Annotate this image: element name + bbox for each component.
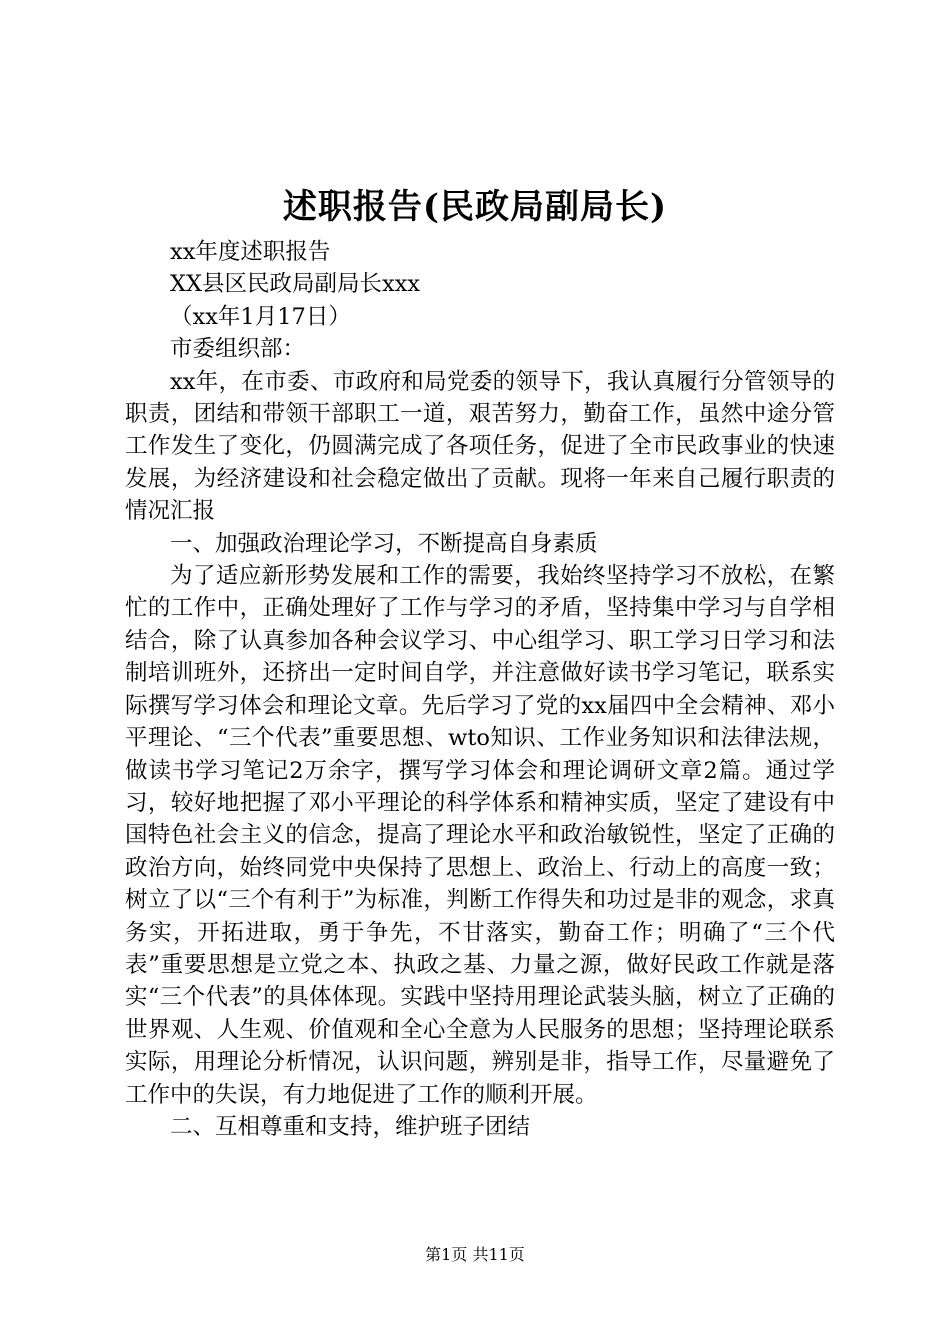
intro-paragraph: xx年，在市委、市政府和局党委的领导下，我认真履行分管领导的职责，团结和带领干部职工一道，艰苦努力，勤奋工作，虽然中途分管工作发生了变化，仍圆满完成了各项任务，促进了全市民政事业的快速发展，为经济建设和社会稳定做出了贡献。现将一年来自己履行职责的情况汇报 [125,368,835,525]
salutation: 市委组织部： [170,336,306,363]
document-title: 述职报告(民政局副局长) [282,187,668,227]
section-heading-2: 二、互相尊重和支持，维护班子团结 [170,1113,531,1140]
date-line: （xx年1月17日） [170,303,351,330]
author-line: XX县区民政局副局长xxx [170,271,421,298]
page-footer: 第1页 共11页 [425,1245,525,1264]
report-year-line: xx年度述职报告 [170,239,331,265]
section-heading-1: 一、加强政治理论学习，不断提高自身素质 [170,530,598,557]
section-1-paragraph: 为了适应新形势发展和工作的需要，我始终坚持学习不放松，在繁忙的工作中，正确处理好了工作与学习的矛盾，坚持集中学习与自学相结合，除了认真参加各种会议学习、中心组学习、职工学习日学习和法制培训班外，还挤出一定时间自学，并注意做好读书学习笔记，联系实际撰写学习体会和理论文章。先后学习了党的xx届四中全会精神、邓小平理论、“三个代表”重要思想、wto知识、工作业务知识和法律法规，做读书学习笔记2万余字，撰写学习体会和理论调研文章2篇。通过学习，较好地把握了邓小平理论的科学体系和精神实质，坚定了建设有中国特色社会主义的信念，提高了理论水平和政治敏锐性，坚定了正确的政治方向，始终同党中央保持了思想上、政治上、行动上的高度一致；树立了以“三个有利于”为标准，判断工作得失和功过是非的观念，求真务实，开拓进取，勇于争先，不甘落实，勤奋工作；明确了“三个代表”重要思想是立党之本、执政之基、力量之源，做好民政工作就是落实“三个代表”的具体体现。实践中坚持用理论武装头脑，树立了正确的世界观、人生观、价值观和全心全意为人民服务的思想；坚持理论联系实际，用理论分析情况，认识问题，辨别是非，指导工作，尽量避免了工作中的失误，有力地促进了工作的顺利开展。 [125,563,835,1108]
document-body [125,236,835,1143]
